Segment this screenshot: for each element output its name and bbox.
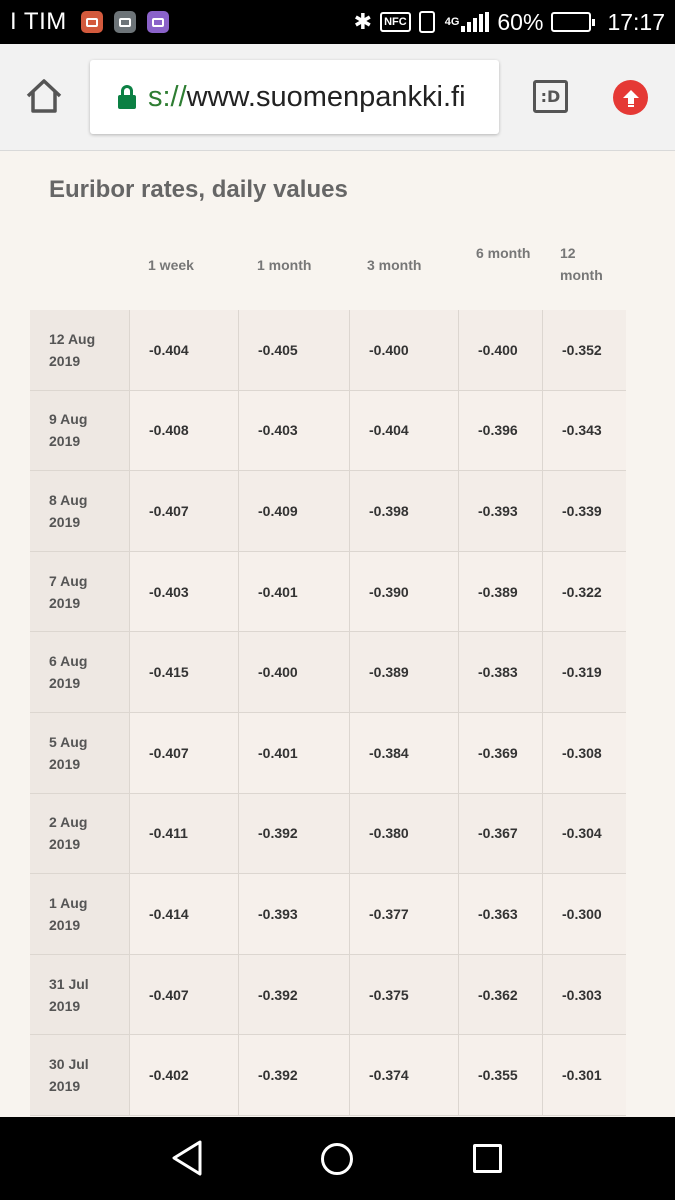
rate-cell: -0.384 (350, 713, 459, 794)
rate-cell: -0.300 (543, 874, 626, 955)
rate-cell: -0.396 (459, 391, 543, 472)
rate-cell: -0.403 (130, 552, 239, 633)
rate-cell: -0.374 (350, 1035, 459, 1116)
rate-cell: -0.390 (350, 552, 459, 633)
rate-cell: -0.319 (543, 632, 626, 713)
status-bar (0, 0, 675, 44)
rate-cell: -0.400 (239, 632, 350, 713)
rate-cell: -0.389 (459, 552, 543, 633)
header-1-month: 1 month (257, 257, 312, 273)
network-type: 4G (444, 15, 460, 28)
recents-icon[interactable] (473, 1144, 502, 1173)
date-year: 2019 (49, 997, 81, 1014)
address-bar[interactable] (90, 60, 499, 134)
mail-app-icon (81, 11, 103, 33)
date-year: 2019 (49, 433, 81, 450)
date-cell (30, 391, 130, 472)
rate-cell: -0.409 (239, 471, 350, 552)
signal-icon (461, 12, 491, 32)
nfc-icon: NFC (380, 12, 411, 32)
date-year: 2019 (49, 1078, 81, 1095)
table-row (30, 713, 626, 794)
date-cell (30, 632, 130, 713)
euribor-table (30, 232, 626, 1116)
table-row (30, 310, 626, 391)
rate-cell: -0.398 (350, 471, 459, 552)
battery-percent: 60% (497, 8, 544, 35)
gallery-app-icon (114, 11, 136, 33)
rate-cell: -0.308 (543, 713, 626, 794)
table-row (30, 955, 626, 1036)
page-title: Euribor rates, daily values (49, 176, 348, 203)
clock: 17:17 (607, 8, 665, 35)
vibrate-icon (419, 11, 435, 33)
rate-cell: -0.415 (130, 632, 239, 713)
rate-cell: -0.401 (239, 552, 350, 633)
rate-cell: -0.403 (239, 391, 350, 472)
date-day: 30 Jul (49, 1056, 89, 1073)
rate-cell: -0.404 (350, 391, 459, 472)
rate-cell: -0.405 (239, 310, 350, 391)
date-cell (30, 310, 130, 391)
rate-cell: -0.393 (239, 874, 350, 955)
date-year: 2019 (49, 352, 81, 369)
rate-cell: -0.362 (459, 955, 543, 1036)
rate-cell: -0.392 (239, 955, 350, 1036)
rate-cell: -0.322 (543, 552, 626, 633)
home-icon[interactable] (24, 76, 64, 116)
rate-cell: -0.393 (459, 471, 543, 552)
table-row (30, 632, 626, 713)
rate-cell: -0.301 (543, 1035, 626, 1116)
url-text[interactable]: s://www.suomenpankki.fi (148, 80, 466, 113)
rate-cell: -0.407 (130, 955, 239, 1036)
back-icon[interactable] (170, 1139, 204, 1182)
date-day: 9 Aug (49, 411, 88, 428)
table-row (30, 794, 626, 875)
header-6-month: 6 month (476, 245, 531, 261)
rate-cell: -0.380 (350, 794, 459, 875)
rate-cell: -0.414 (130, 874, 239, 955)
rate-cell: -0.400 (350, 310, 459, 391)
date-day: 6 Aug (49, 653, 88, 670)
rate-cell: -0.343 (543, 391, 626, 472)
rate-cell: -0.400 (459, 310, 543, 391)
rate-cell: -0.367 (459, 794, 543, 875)
table-row (30, 471, 626, 552)
date-cell (30, 713, 130, 794)
rate-cell: -0.392 (239, 1035, 350, 1116)
table-row (30, 1035, 626, 1116)
notes-app-icon (147, 11, 169, 33)
header-12-month: 12 month (560, 245, 603, 283)
date-day: 1 Aug (49, 894, 88, 911)
rate-cell: -0.408 (130, 391, 239, 472)
date-year: 2019 (49, 836, 81, 853)
battery-icon (551, 12, 591, 32)
table-row (30, 391, 626, 472)
rate-cell: -0.352 (543, 310, 626, 391)
system-nav-bar (0, 1117, 675, 1200)
date-year: 2019 (49, 675, 81, 692)
carrier-label: I TIM (10, 8, 67, 35)
date-cell (30, 874, 130, 955)
rate-cell: -0.369 (459, 713, 543, 794)
rate-cell: -0.363 (459, 874, 543, 955)
date-year: 2019 (49, 513, 81, 530)
rate-cell: -0.303 (543, 955, 626, 1036)
rate-cell: -0.401 (239, 713, 350, 794)
date-day: 2 Aug (49, 814, 88, 831)
rate-cell: -0.411 (130, 794, 239, 875)
date-cell (30, 1035, 130, 1116)
bluetooth-icon: ✱ (353, 9, 373, 34)
table-row (30, 552, 626, 633)
home-circle-icon[interactable] (321, 1143, 353, 1175)
rate-cell: -0.375 (350, 955, 459, 1036)
rate-cell: -0.383 (459, 632, 543, 713)
rate-cell: -0.377 (350, 874, 459, 955)
rate-cell: -0.389 (350, 632, 459, 713)
date-day: 31 Jul (49, 975, 89, 992)
rate-cell: -0.339 (543, 471, 626, 552)
lock-icon (118, 85, 136, 109)
rate-cell: -0.402 (130, 1035, 239, 1116)
date-year: 2019 (49, 755, 81, 772)
date-year: 2019 (49, 594, 81, 611)
date-day: 8 Aug (49, 491, 88, 508)
browser-toolbar (0, 44, 675, 151)
date-day: 7 Aug (49, 572, 88, 589)
header-1-week: 1 week (148, 257, 194, 273)
rate-cell: -0.407 (130, 471, 239, 552)
upload-icon[interactable] (613, 80, 648, 115)
date-cell (30, 955, 130, 1036)
header-3-month: 3 month (367, 257, 422, 273)
date-cell (30, 552, 130, 633)
rate-cell: -0.404 (130, 310, 239, 391)
rate-cell: -0.407 (130, 713, 239, 794)
rate-cell: -0.355 (459, 1035, 543, 1116)
rate-cell: -0.304 (543, 794, 626, 875)
table-header (30, 232, 626, 310)
table-row (30, 874, 626, 955)
date-day: 12 Aug (49, 330, 96, 347)
table-body (30, 310, 626, 1116)
rate-cell: -0.392 (239, 794, 350, 875)
tabs-icon[interactable]: :D (533, 80, 568, 113)
date-year: 2019 (49, 916, 81, 933)
date-cell (30, 471, 130, 552)
date-day: 5 Aug (49, 733, 88, 750)
date-cell (30, 794, 130, 875)
